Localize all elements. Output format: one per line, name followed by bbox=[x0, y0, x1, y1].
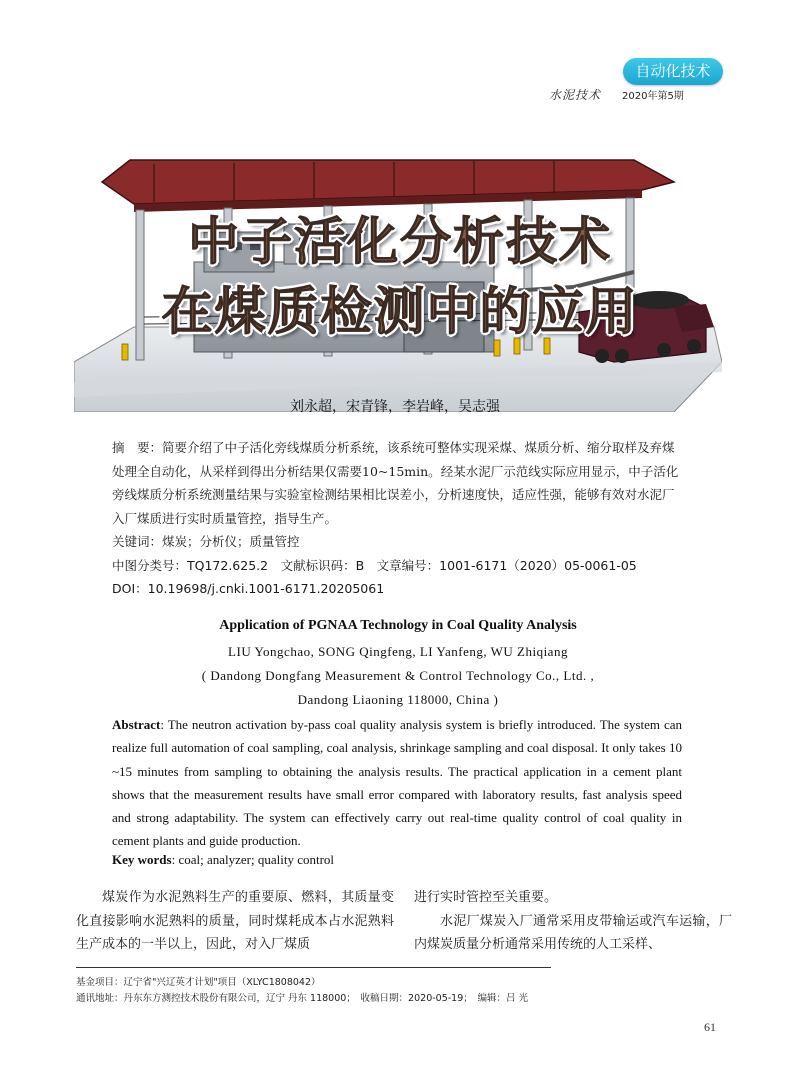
body-column-left bbox=[76, 886, 394, 957]
section-tag: 自动化技术 bbox=[623, 58, 723, 85]
en-abstract bbox=[112, 713, 682, 853]
article-title-line-1: 中子活化分析技术 bbox=[187, 213, 612, 272]
cn-keywords-text: 煤炭；分析仪；质量管控 bbox=[162, 534, 300, 549]
en-keywords bbox=[112, 852, 334, 868]
doi-line: DOI：10.19698/j.cnki.1001-6171.20205061 bbox=[112, 581, 385, 596]
en-authors: LIU Yongchao, SONG Qingfeng, LI Yanfeng, WU Zhiqiang bbox=[228, 644, 568, 659]
en-keywords-text: : coal; analyzer; quality control bbox=[171, 852, 335, 867]
page-number: 61 bbox=[704, 1020, 716, 1034]
cn-abstract bbox=[112, 436, 684, 530]
body-paragraph: 进行实时管控至关重要。 bbox=[414, 890, 558, 905]
en-title: Application of PGNAA Technology in Coal Quality Analysis bbox=[219, 618, 577, 633]
en-abstract-label: Abstract bbox=[112, 717, 161, 732]
journal-name: 水泥技术 bbox=[549, 88, 602, 102]
en-keywords-label: Key words bbox=[112, 852, 172, 867]
address-note: 通讯地址：丹东东方测控技术股份有限公司，辽宁 丹东 118000； 收稿日期：2020-05-19； 编辑：吕 光 bbox=[76, 993, 529, 1004]
cn-abstract-label: 摘 要： bbox=[112, 440, 163, 455]
classification-line: 中图分类号：TQ172.625.2 文献标识码：B 文章编号：1001-6171（2020）05-0061-05 bbox=[112, 557, 637, 573]
author-list: 刘永超，宋青锋，李岩峰，吴志强 bbox=[290, 399, 500, 415]
fund-note: 基金项目：辽宁省"兴辽英才计划"项目（XLYC1808042） bbox=[76, 977, 321, 988]
cn-abstract-text: 简要介绍了中子活化旁线煤质分析系统，该系统可整体实现采煤、煤质分析、缩分取样及弃煤处理全自动化，从采样到得出分析结果仅需要10~15min。经某水泥厂示范线实际应用显示，中子活化旁线煤质分析系统测量结果与实验室检测结果相比误差小，分析速度快，适应性强，能够有效对水泥厂入厂煤质进行实时质量管控，指导生产。 bbox=[112, 440, 679, 526]
body-paragraph: 水泥厂煤炭入厂通常采用皮带输运或汽车运输，厂内煤炭质量分析通常采用传统的人工采样、 bbox=[414, 913, 732, 952]
footnote-rule bbox=[76, 967, 551, 968]
journal-issue: 2020年第5期 bbox=[622, 91, 684, 102]
body-column-right bbox=[414, 886, 732, 957]
en-affiliation-line-1: ( Dandong Dongfang Measurement & Control Technology Co., Ltd. , bbox=[201, 668, 595, 683]
article-title-line-2: 在煤质检测中的应用 bbox=[161, 283, 639, 342]
body-paragraph: 煤炭作为水泥熟料生产的重要原、燃料，其质量变化直接影响水泥熟料的质量，同时煤耗成本占水泥熟料生产成本的一半以上，因此，对入厂煤质 bbox=[76, 890, 394, 952]
cn-keywords bbox=[112, 530, 684, 554]
en-affiliation-line-2: Dandong Liaoning 118000, China ) bbox=[297, 692, 499, 707]
cn-abstract-block bbox=[112, 436, 684, 601]
en-abstract-text: : The neutron activation by-pass coal quality analysis system is briefly introduced. The system can realize full automation of coal sampling, coal analysis, shrinkage sampling and coal disposal. It only takes 10 ~15 minutes from sampling to obtaining the analysis results. The practical application in a cement plant shows that the measurement results have small error compared with laboratory results, fast analysis speed and strong adaptability. The system can effectively carry out real-time quality control of coal quality in cement plants and guide production. bbox=[112, 717, 682, 849]
cn-keywords-label: 关键词： bbox=[112, 534, 163, 549]
